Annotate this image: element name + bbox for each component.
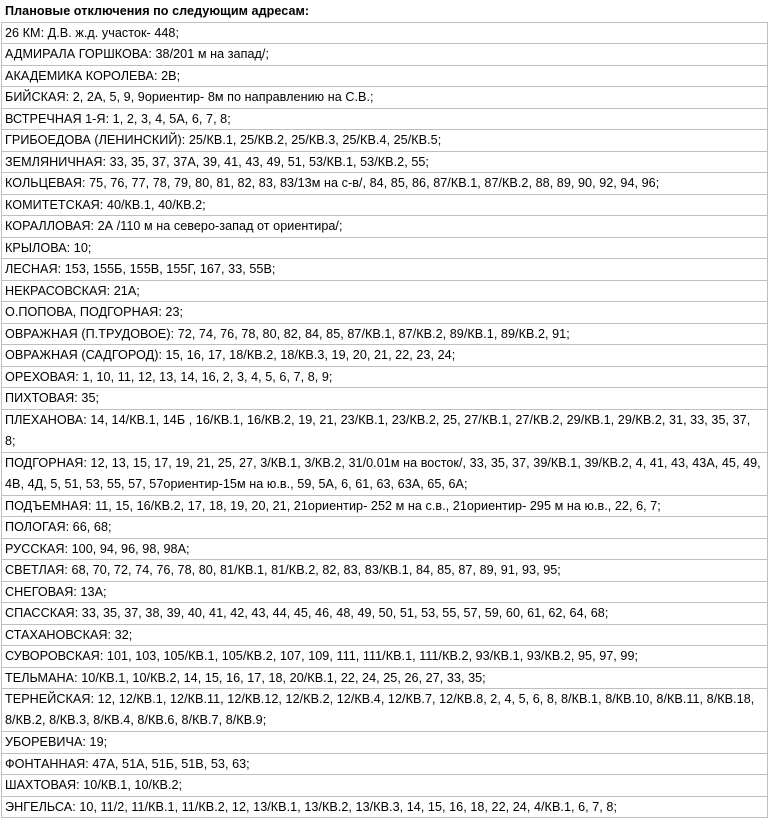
address-cell[interactable]: ОВРАЖНАЯ (САДГОРОД): 15, 16, 17, 18/КВ.2, 18/КВ.3, 19, 20, 21, 22, 23, 24; — [2, 345, 768, 367]
table-row — [2, 65, 768, 87]
table-row — [2, 302, 768, 324]
table-row — [2, 409, 768, 452]
address-cell[interactable]: СУВОРОВСКАЯ: 101, 103, 105/КВ.1, 105/КВ.2, 107, 109, 111, 111/КВ.1, 111/КВ.2, 93/КВ.1, 93/КВ.2, 95, 97, 99; — [2, 646, 768, 668]
table-row — [2, 237, 768, 259]
table-row — [2, 44, 768, 66]
address-cell[interactable]: ТЕЛЬМАНА: 10/КВ.1, 10/КВ.2, 14, 15, 16, 17, 18, 20/КВ.1, 22, 24, 25, 26, 27, 33, 35; — [2, 667, 768, 689]
table-row — [2, 775, 768, 797]
address-cell[interactable]: КОЛЬЦЕВАЯ: 75, 76, 77, 78, 79, 80, 81, 82, 83, 83/13м на с-в/, 84, 85, 86, 87/КВ.1, 87/КВ.2, 88, 89, 90, 92, 94, 96; — [2, 173, 768, 195]
table-row — [2, 323, 768, 345]
table-row — [2, 689, 768, 732]
table-row — [2, 603, 768, 625]
table-row — [2, 538, 768, 560]
address-cell[interactable]: ШАХТОВАЯ: 10/КВ.1, 10/КВ.2; — [2, 775, 768, 797]
table-row — [2, 22, 768, 44]
address-cell[interactable]: ЗЕМЛЯНИЧНАЯ: 33, 35, 37, 37А, 39, 41, 43, 49, 51, 53/КВ.1, 53/КВ.2, 55; — [2, 151, 768, 173]
table-row — [2, 388, 768, 410]
table-row — [2, 667, 768, 689]
address-cell[interactable]: УБОРЕВИЧА: 19; — [2, 732, 768, 754]
address-cell[interactable]: РУССКАЯ: 100, 94, 96, 98, 98А; — [2, 538, 768, 560]
table-title[interactable]: Плановые отключения по следующим адресам: — [2, 1, 768, 23]
address-cell[interactable]: ПОДЪЕМНАЯ: 11, 15, 16/КВ.2, 17, 18, 19, 20, 21, 21ориентир- 252 м на с.в., 21ориентир- 295 м на ю.в., 22, 6, 7; — [2, 495, 768, 517]
address-cell[interactable]: КОМИТЕТСКАЯ: 40/КВ.1, 40/КВ.2; — [2, 194, 768, 216]
table-row — [2, 173, 768, 195]
address-cell[interactable]: ПИХТОВАЯ: 35; — [2, 388, 768, 410]
address-cell[interactable]: ТЕРНЕЙСКАЯ: 12, 12/КВ.1, 12/КВ.11, 12/КВ.12, 12/КВ.2, 12/КВ.4, 12/КВ.7, 12/КВ.8, 2, 4, 5, 6, 8, 8/КВ.1, 8/КВ.10, 8/КВ.11, 8/КВ.18, 8/КВ.2, 8/КВ.3, 8/КВ.4, 8/КВ.6, 8/КВ.7, 8/КВ.9; — [2, 689, 768, 732]
outage-address-table — [1, 0, 768, 818]
table-row — [2, 560, 768, 582]
table-row — [2, 495, 768, 517]
table-row — [2, 280, 768, 302]
table-row — [2, 517, 768, 539]
address-cell[interactable]: ВСТРЕЧНАЯ 1-Я: 1, 2, 3, 4, 5А, 6, 7, 8; — [2, 108, 768, 130]
address-cell[interactable]: СВЕТЛАЯ: 68, 70, 72, 74, 76, 78, 80, 81/КВ.1, 81/КВ.2, 82, 83, 83/КВ.1, 84, 85, 87, 89, 91, 93, 95; — [2, 560, 768, 582]
table-row — [2, 581, 768, 603]
table-row — [2, 108, 768, 130]
table-row — [2, 151, 768, 173]
table-row — [2, 624, 768, 646]
address-cell[interactable]: ПЛЕХАНОВА: 14, 14/КВ.1, 14Б , 16/КВ.1, 16/КВ.2, 19, 21, 23/КВ.1, 23/КВ.2, 25, 27/КВ.1, 27/КВ.2, 29/КВ.1, 29/КВ.2, 31, 33, 35, 37, 8; — [2, 409, 768, 452]
table-row — [2, 796, 768, 818]
address-cell[interactable]: АДМИРАЛА ГОРШКОВА: 38/201 м на запад/; — [2, 44, 768, 66]
table-row — [2, 259, 768, 281]
address-cell[interactable]: СТАХАНОВСКАЯ: 32; — [2, 624, 768, 646]
address-cell[interactable]: БИЙСКАЯ: 2, 2А, 5, 9, 9ориентир- 8м по направлению на С.В.; — [2, 87, 768, 109]
address-cell[interactable]: ФОНТАННАЯ: 47А, 51А, 51Б, 51В, 53, 63; — [2, 753, 768, 775]
address-cell[interactable]: ПОДГОРНАЯ: 12, 13, 15, 17, 19, 21, 25, 27, 3/КВ.1, 3/КВ.2, 31/0.01м на восток/, 33, 35, 37, 39/КВ.1, 39/КВ.2, 4, 41, 43, 43А, 45, 49, 4В, 4Д, 5, 51, 53, 55, 57, 57ориентир-15м на ю.в., 59, 5А, 6, 61, 63, 63А, 65, 6А; — [2, 452, 768, 495]
address-cell[interactable]: КРЫЛОВА: 10; — [2, 237, 768, 259]
table-row — [2, 194, 768, 216]
table-row — [2, 130, 768, 152]
table-row — [2, 732, 768, 754]
table-row — [2, 452, 768, 495]
header-row — [2, 1, 768, 23]
table-row — [2, 345, 768, 367]
table-row — [2, 87, 768, 109]
table-row — [2, 216, 768, 238]
address-cell[interactable]: ПОЛОГАЯ: 66, 68; — [2, 517, 768, 539]
address-cell[interactable]: О.ПОПОВА, ПОДГОРНАЯ: 23; — [2, 302, 768, 324]
address-cell[interactable]: ЛЕСНАЯ: 153, 155Б, 155В, 155Г, 167, 33, 55В; — [2, 259, 768, 281]
address-cell[interactable]: ЭНГЕЛЬСА: 10, 11/2, 11/КВ.1, 11/КВ.2, 12, 13/КВ.1, 13/КВ.2, 13/КВ.3, 14, 15, 16, 18, 22, 24, 4/КВ.1, 6, 7, 8; — [2, 796, 768, 818]
table-row — [2, 366, 768, 388]
address-cell[interactable]: АКАДЕМИКА КОРОЛЕВА: 2В; — [2, 65, 768, 87]
table-row — [2, 753, 768, 775]
address-cell[interactable]: ОВРАЖНАЯ (П.ТРУДОВОЕ): 72, 74, 76, 78, 80, 82, 84, 85, 87/КВ.1, 87/КВ.2, 89/КВ.1, 89/КВ.2, 91; — [2, 323, 768, 345]
address-cell[interactable]: ГРИБОЕДОВА (ЛЕНИНСКИЙ): 25/КВ.1, 25/КВ.2, 25/КВ.3, 25/КВ.4, 25/КВ.5; — [2, 130, 768, 152]
address-cell[interactable]: 26 КМ: Д.В. ж.д. участок- 448; — [2, 22, 768, 44]
address-cell[interactable]: СПАССКАЯ: 33, 35, 37, 38, 39, 40, 41, 42, 43, 44, 45, 46, 48, 49, 50, 51, 53, 55, 57, 59, 60, 61, 62, 64, 68; — [2, 603, 768, 625]
address-cell[interactable]: ОРЕХОВАЯ: 1, 10, 11, 12, 13, 14, 16, 2, 3, 4, 5, 6, 7, 8, 9; — [2, 366, 768, 388]
address-cell[interactable]: НЕКРАСОВСКАЯ: 21А; — [2, 280, 768, 302]
address-cell[interactable]: СНЕГОВАЯ: 13А; — [2, 581, 768, 603]
address-cell[interactable]: КОРАЛЛОВАЯ: 2А /110 м на северо-запад от ориентира/; — [2, 216, 768, 238]
table-row — [2, 646, 768, 668]
